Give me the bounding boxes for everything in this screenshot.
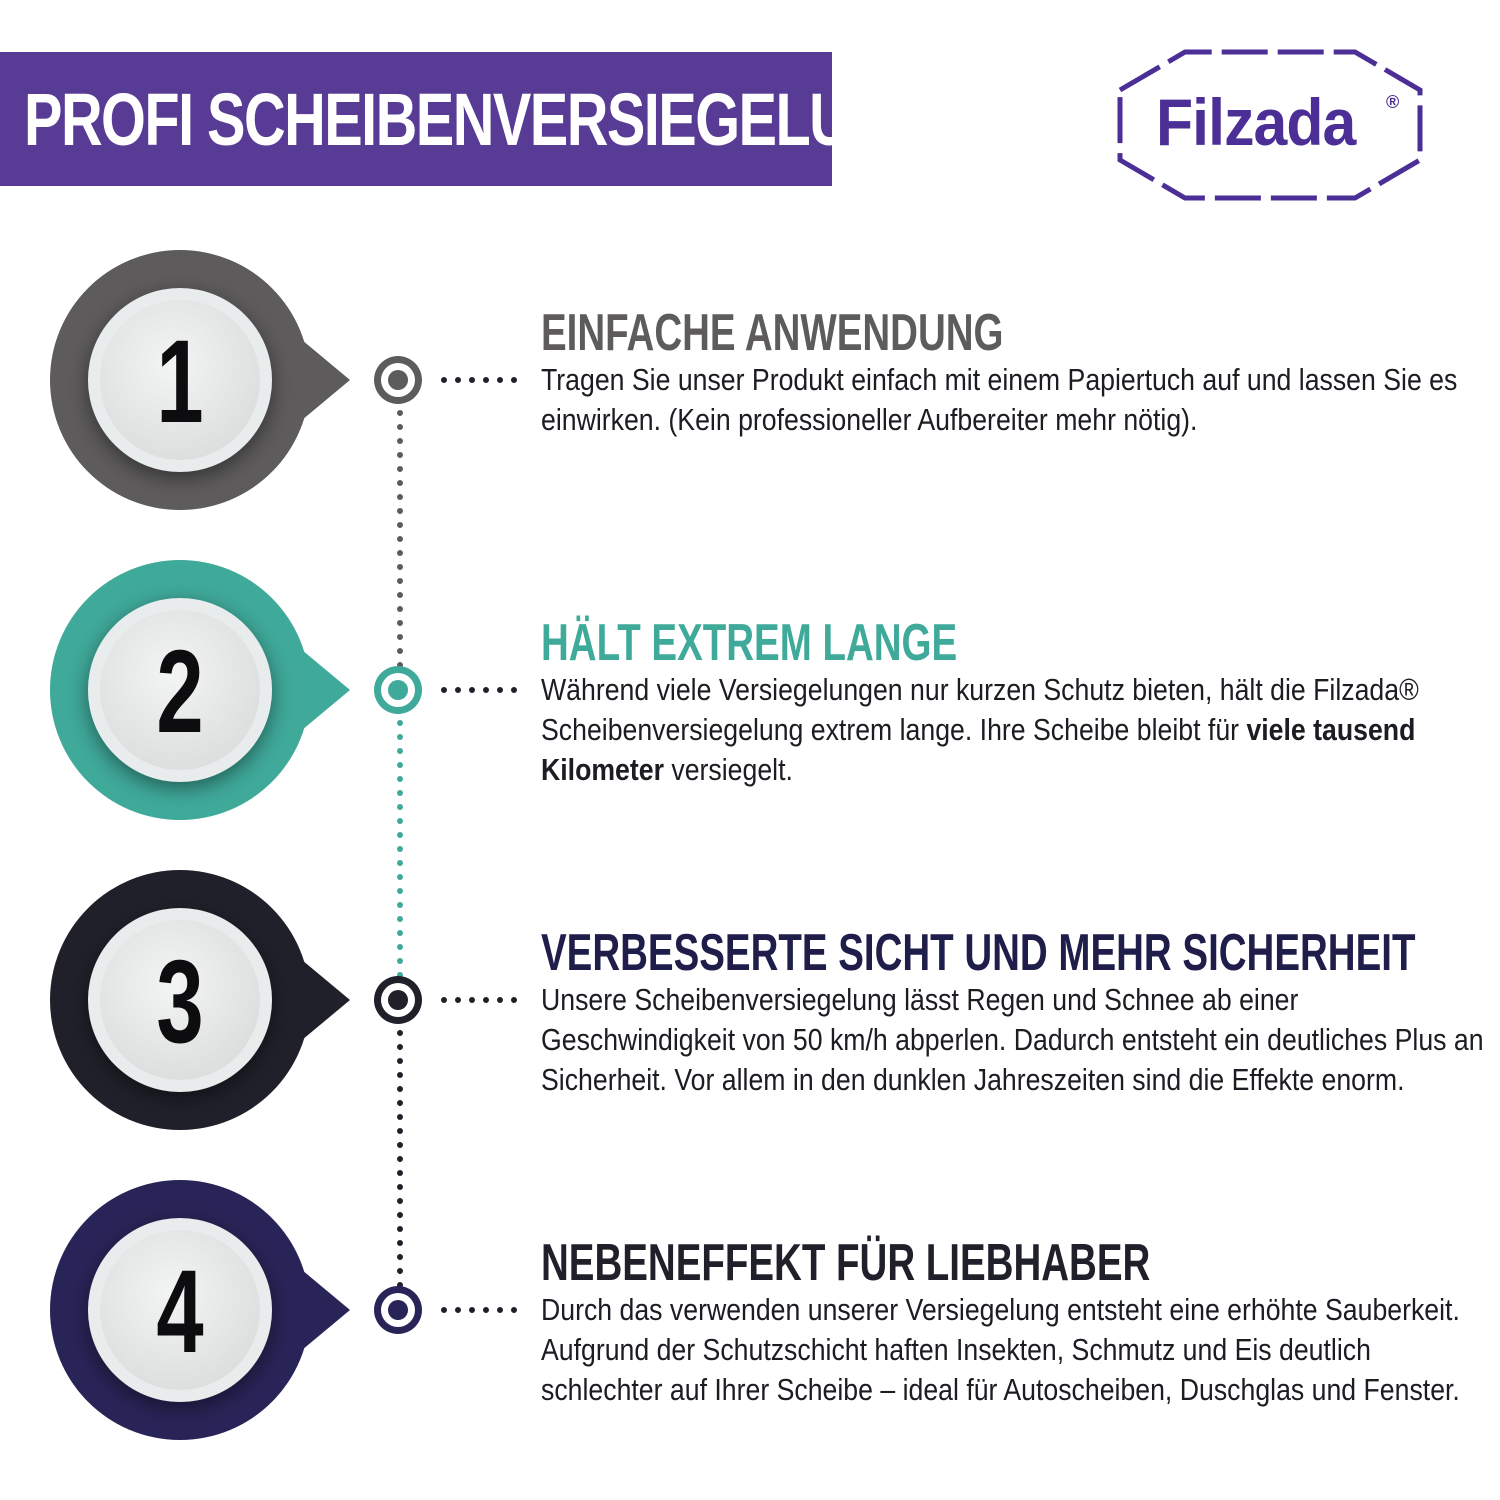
step-badge <box>20 540 560 840</box>
step-badge <box>20 850 560 1150</box>
step-heading: VERBESSERTE SICHT UND MEHR SICHERHEIT <box>541 924 1416 982</box>
page-title: PROFI SCHEIBENVERSIEGELUNG <box>24 77 933 161</box>
step-heading: EINFACHE ANWENDUNG <box>541 304 1004 362</box>
step-text-block <box>541 1234 1491 1410</box>
step-description-text: Während viele Versiegelungen nur kurzen Schutz bieten, hält die Filzada® Scheibenversiegelung extrem lange. Ihre Scheibe bleibt für <box>541 672 1419 747</box>
step-description <box>541 670 1491 790</box>
title-banner <box>0 52 933 186</box>
step-description-emphasis: viele tausend Kilometer <box>541 712 1416 787</box>
step-number: 3 <box>156 935 204 1068</box>
step-number: 2 <box>156 625 204 758</box>
step-description-text: versiegelt. <box>663 752 793 787</box>
step-badge <box>20 1160 560 1460</box>
logo-registered-mark: ® <box>1386 92 1400 112</box>
step-heading: HÄLT EXTREM LANGE <box>541 614 958 672</box>
step-description-text: Unsere Scheibenversiegelung lässt Regen und Schnee ab einer Geschwindigkeit von 50 km/h abperlen. Dadurch entsteht ein deutliches Plus an Sicherheit. Vor allem in den dunklen Jahreszeiten sind die Effekte enorm. <box>541 982 1484 1097</box>
step-text-block <box>541 614 1491 790</box>
step-number: 1 <box>156 315 204 448</box>
step-description-text: Durch das verwenden unserer Versiegelung entsteht eine erhöhte Sauberkeit. Aufgrund der Schutzschicht haften Insekten, Schmutz und Eis deutlich schlechter auf Ihrer Scheibe – ideal für Autoscheiben, Duschglas und Fenster. <box>541 1292 1460 1407</box>
step-description <box>541 980 1491 1100</box>
step-description-text: Tragen Sie unser Produkt einfach mit einem Papiertuch auf und lassen Sie es einwirken. (Kein professioneller Aufbereiter mehr nötig). <box>541 362 1458 437</box>
logo-wordmark: Filzada <box>1156 85 1356 159</box>
step-description <box>541 360 1491 440</box>
step-heading: NEBENEFFEKT FÜR LIEBHABER <box>541 1234 1151 1292</box>
step-text-block <box>541 924 1491 1100</box>
step-badge <box>20 230 560 530</box>
step-text-block <box>541 304 1491 440</box>
step-number: 4 <box>156 1245 204 1378</box>
step-description <box>541 1290 1491 1410</box>
